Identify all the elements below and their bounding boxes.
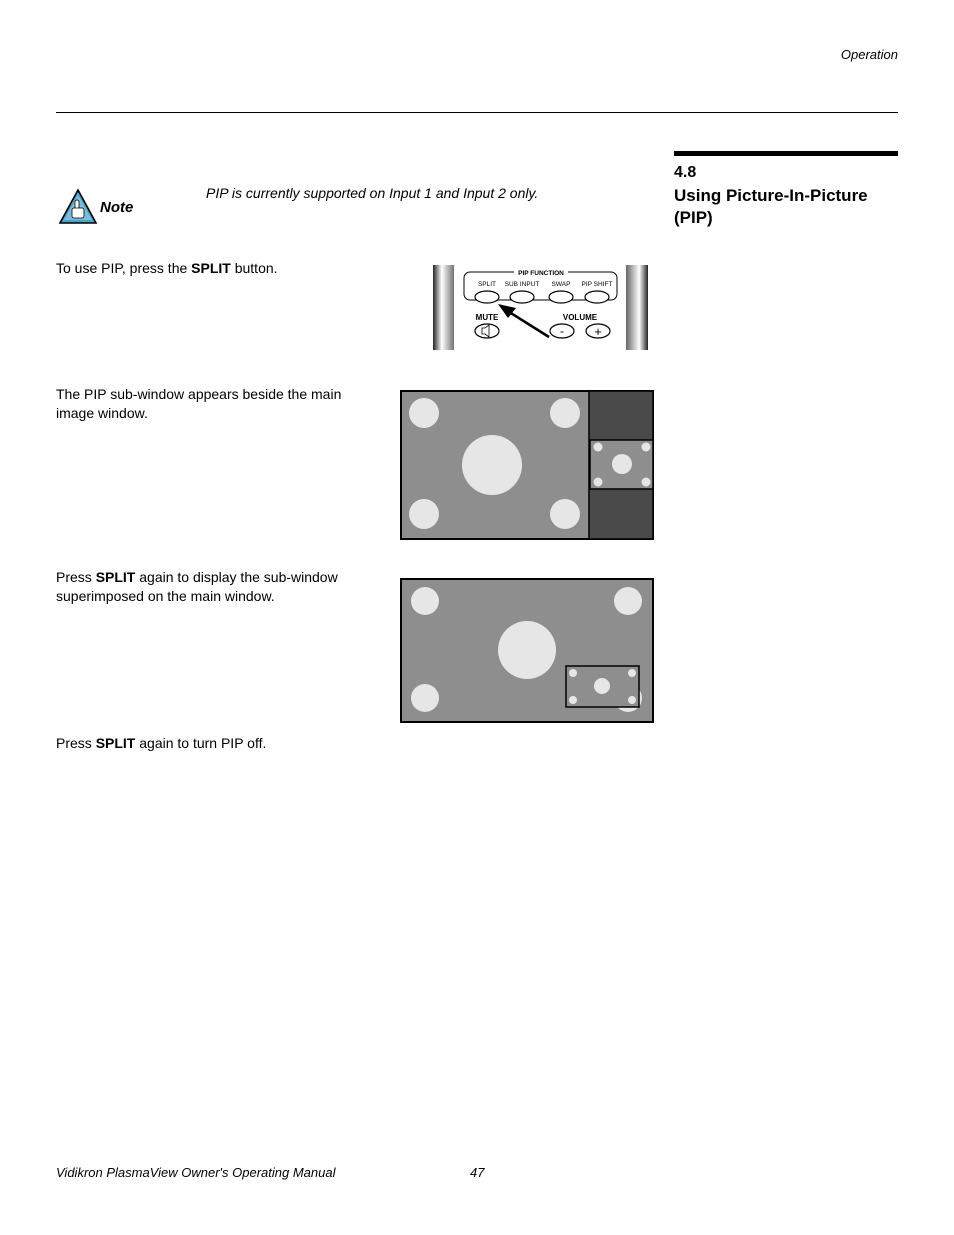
section-title: Using Picture-In-Picture (PIP) [674,186,868,227]
note-label: Note [100,199,134,216]
note-hand-icon [58,188,98,226]
pip-superimposed-illustration [400,578,654,723]
split-button[interactable] [475,291,499,303]
footer-page-number: 47 [470,1165,485,1180]
swap-label: SWAP [551,281,571,288]
step-text: To use PIP, press the SPLIT button. [56,260,278,276]
pip-function-label: PIP FUNCTION [518,270,564,277]
section-divider [674,151,898,156]
footer-manual-title: Vidikron PlasmaView Owner's Operating Manual [56,1165,336,1180]
sub-input-button[interactable] [510,291,534,303]
volume-minus-label: - [560,324,564,338]
pip-shift-button[interactable] [585,291,609,303]
pip-shift-label: PIP SHIFT [581,281,613,288]
swap-button[interactable] [549,291,573,303]
pip-side-by-side-illustration [400,390,654,540]
running-header: Operation [840,47,898,62]
volume-plus-label: + [594,324,602,339]
step-text: Press SPLIT again to display the sub-window superimposed on the main window. [56,569,338,604]
split-label: SPLIT [477,281,497,288]
header-divider [56,112,898,113]
volume-label: VOLUME [562,313,598,322]
mute-label: MUTE [475,313,499,322]
step-text: Press SPLIT again to turn PIP off. [56,735,267,751]
step-text: The PIP sub-window appears beside the main image window. [56,386,342,421]
section-number: 4.8 [674,164,697,181]
sub-input-label: SUB INPUT [504,281,540,288]
note-text: PIP is currently supported on Input 1 and Input 2 only. [206,185,539,201]
remote-control-illustration [432,265,649,350]
